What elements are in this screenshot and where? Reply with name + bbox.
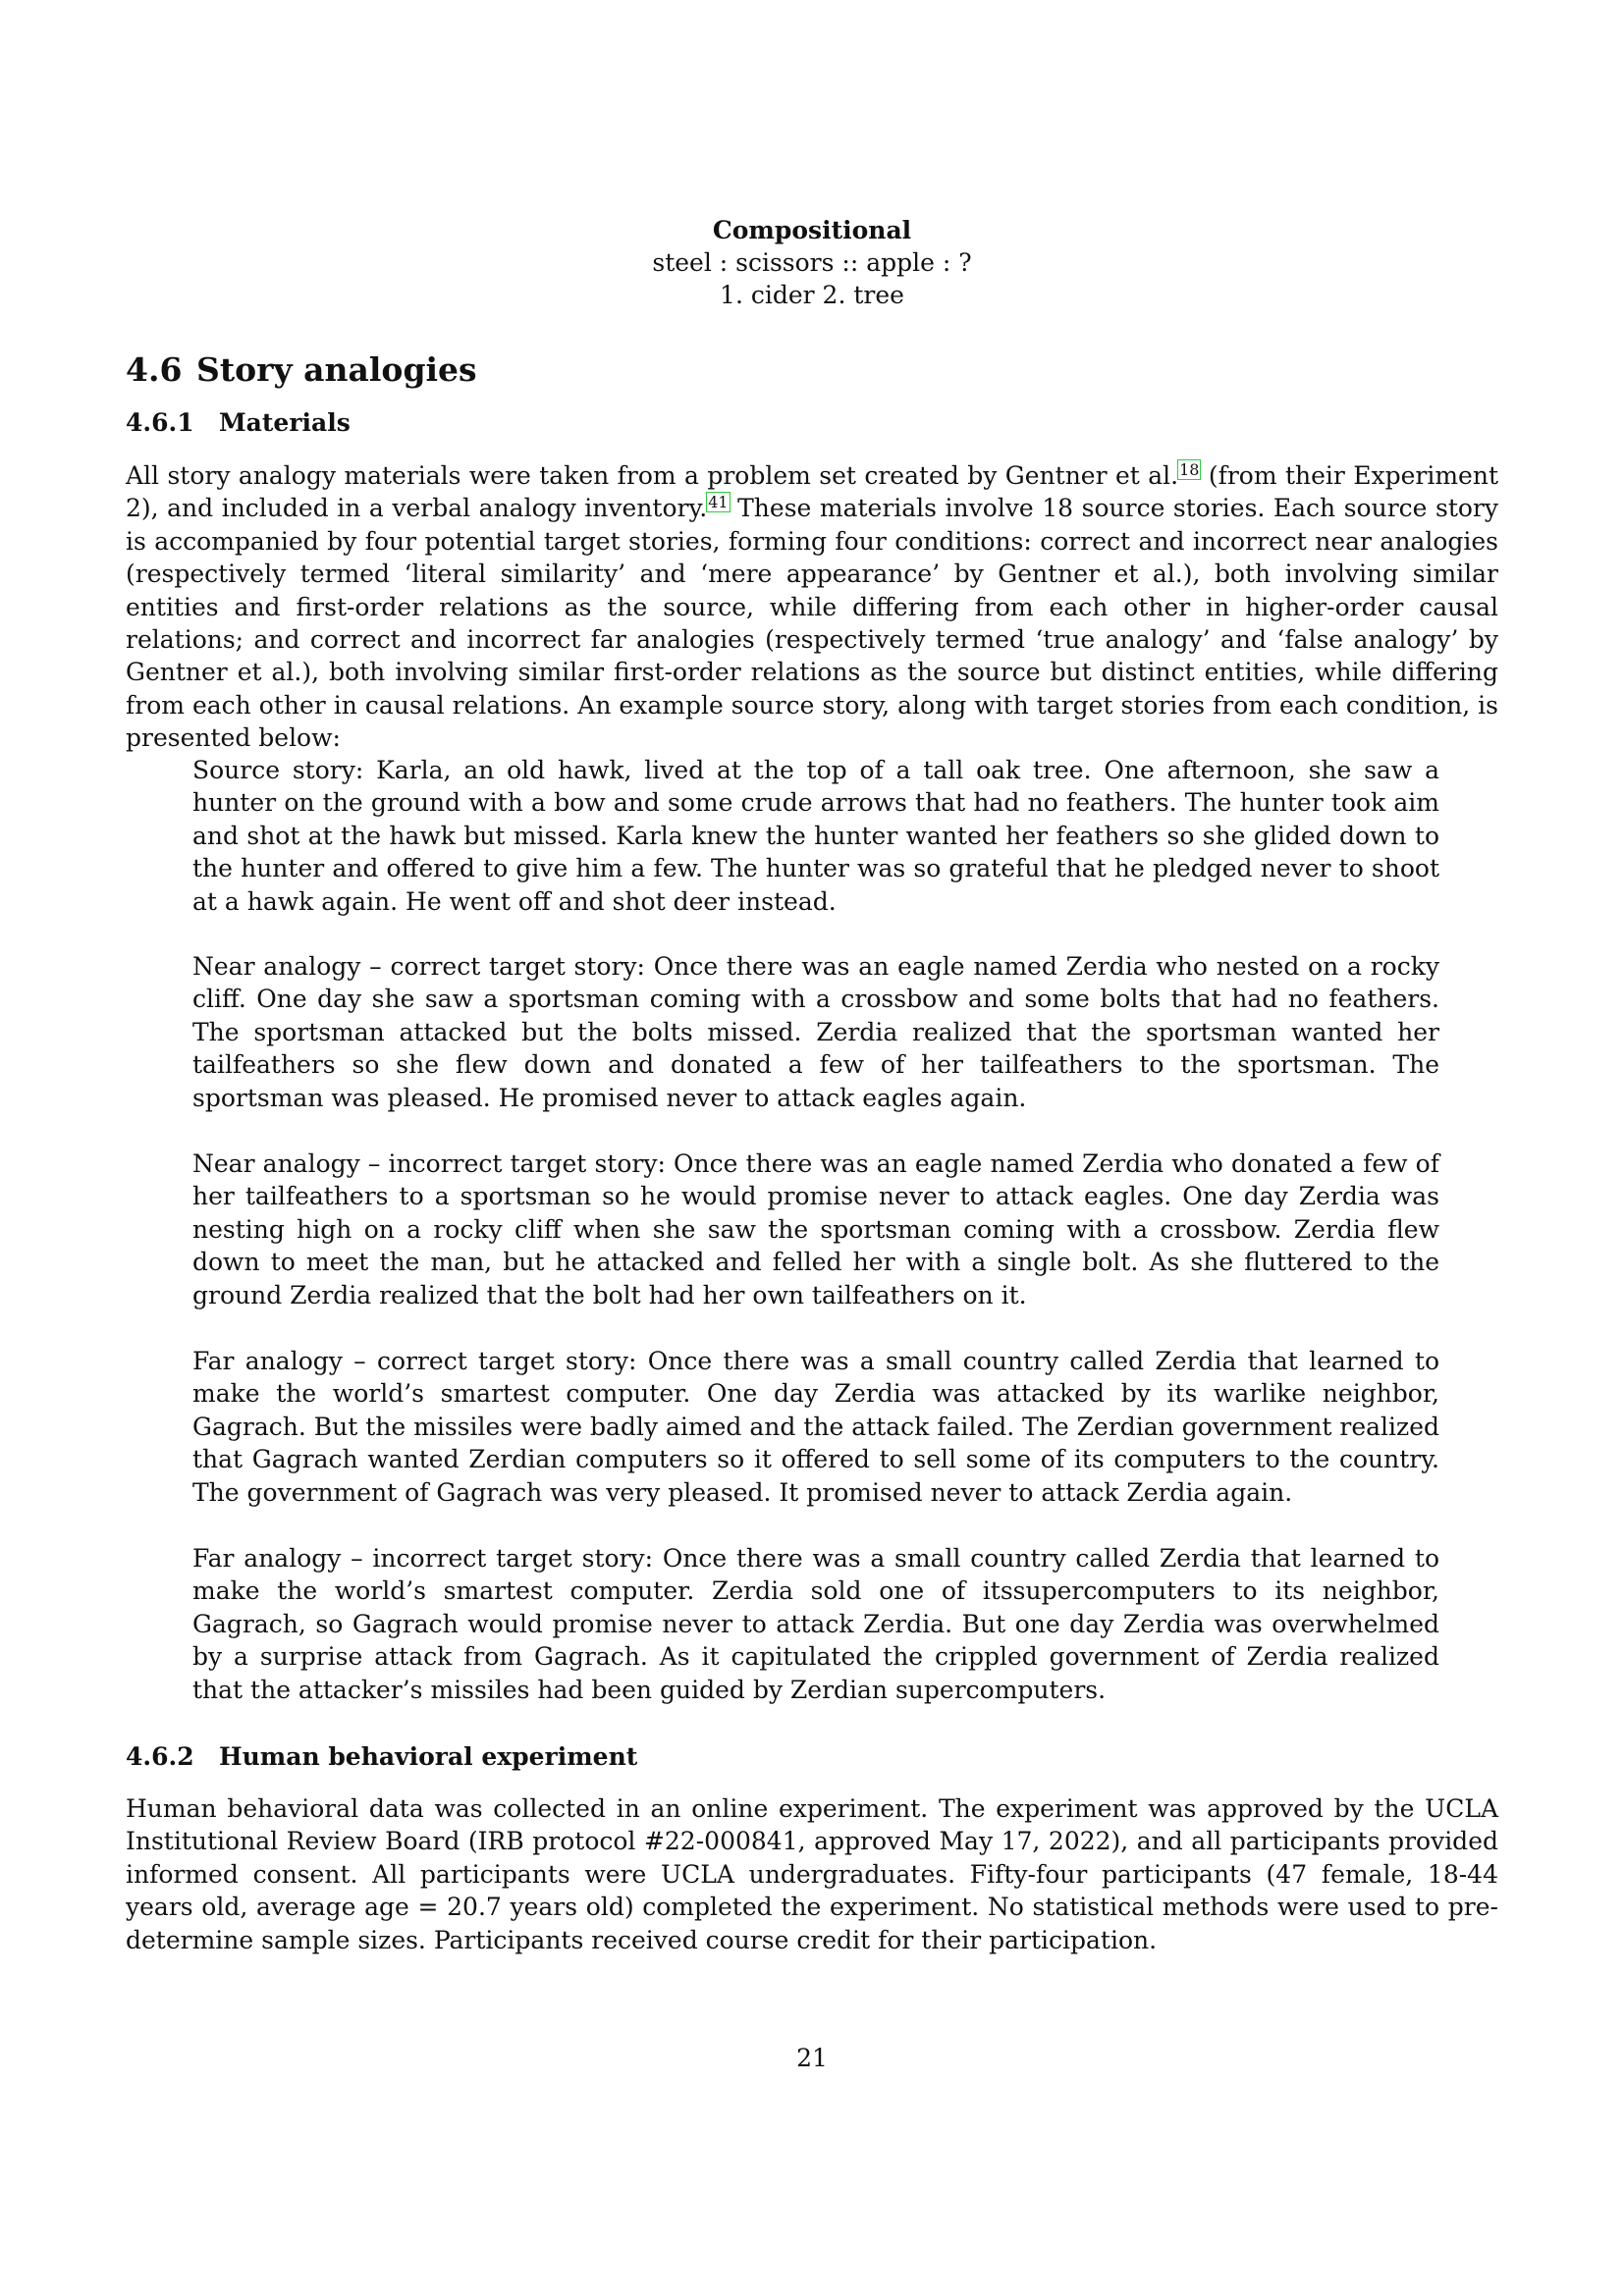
compositional-title: Compositional (712, 216, 912, 244)
experiment-paragraph (126, 1792, 1498, 1956)
subsection-heading-experiment (126, 1741, 637, 1773)
materials-text-part1: All story analogy materials were taken from a problem set created by Gentner et al. (126, 461, 1179, 490)
materials-paragraph (126, 459, 1498, 755)
compositional-analogy: steel : scissors :: apple : ? (652, 248, 972, 277)
subsection-number: 4.6.2 (126, 1742, 194, 1771)
section-number: 4.6 (126, 350, 183, 389)
story-far-incorrect: Far analogy – incorrect target story: Once there was a small country called Zerdia that learned to make the world’s smartest computer. Zerdia sold one of itssupercomputers to its neighbor, Gagrach, so Gagrach would promise never to attack Zerdia. But one day Zerdia was overwhelmed by a surprise attack from Gagrach. As it capitulated the crippled government of Zerdia realized that the attacker’s missiles had been guided by Zerdian supercomputers. (192, 1544, 1439, 1704)
page-number: 21 (796, 2044, 828, 2072)
citation-link[interactable]: 18 (1179, 459, 1200, 479)
compositional-options: 1. cider 2. tree (720, 281, 904, 309)
subsection-title: Human behavioral experiment (219, 1742, 638, 1771)
materials-text (126, 459, 1498, 755)
subsection-heading-materials (126, 407, 351, 439)
materials-text-part2: (from their Experiment 2), and included in a verbal analogy inventory. (126, 461, 1498, 523)
section-title: Story analogies (196, 350, 477, 389)
story-far-correct: Far analogy – correct target story: Once there was a small country called Zerdia that learned to make the world’s smartest computer. One day Zerdia was attacked by its warlike neighbor, Gagrach. But the missiles were badly aimed and the attack failed. The Zerdian government realized that Gagrach wanted Zerdian computers so it offered to sell some of its computers to the country. The government of Gagrach was very pleased. It promised never to attack Zerdia again. (192, 1347, 1439, 1507)
citation-link[interactable]: 41 (708, 493, 729, 512)
story-near-incorrect: Near analogy – incorrect target story: Once there was an eagle named Zerdia who donated a few of her tailfeathers to a sportsman so he would promise never to attack eagles. One day Zerdia was nesting high on a rocky cliff when she saw the sportsman coming with a crossbow. Zerdia flew down to meet the man, but he attacked and felled her with a single bolt. As she fluttered to the ground Zerdia realized that the bolt had her own tailfeathers on it. (192, 1149, 1439, 1309)
experiment-text: Human behavioral data was collected in an online experiment. The experiment was approved by the UCLA Institutional Review Board (IRB protocol #22-000841, approved May 17, 2022), and all participants provided informed consent. All participants were UCLA undergraduates. Fifty-four participants (47 female, 18-44 years old, average age = 20.7 years old) completed the experiment. No statistical methods were used to pre-determine sample sizes. Participants received course credit for their participation. (126, 1794, 1498, 1954)
materials-text-part3: These materials involve 18 source stories. Each source story is accompanied by four potential target stories, forming four conditions: correct and incorrect near analogies (respectively termed ‘literal similarity’ and ‘mere appearance’ by Gentner et al.), both involving similar entities and first-order relations as the source, while differing from each other in higher-order causal relations; and correct and incorrect far analogies (respectively termed ‘true analogy’ and ‘false analogy’ by Gentner et al.), both involving similar first-order relations as the source but distinct entities, while differing from each other in causal relations. An example source story, along with target stories from each condition, is presented below: (126, 494, 1498, 753)
subsection-number: 4.6.1 (126, 408, 194, 437)
subsection-title: Materials (219, 408, 351, 437)
section-heading (126, 350, 477, 390)
story-near-correct: Near analogy – correct target story: Once there was an eagle named Zerdia who nested on a rocky cliff. One day she saw a sportsman coming with a crossbow and some bolts that had no feathers. The sportsman attacked but the bolts missed. Zerdia realized that the sportsman wanted her tailfeathers so she flew down and donated a few of her tailfeathers to the sportsman. The sportsman was pleased. He promised never to attack eagles again. (192, 952, 1439, 1112)
story-source: Source story: Karla, an old hawk, lived at the top of a tall oak tree. One afternoon, she saw a hunter on the ground with a bow and some crude arrows that had no feathers. The hunter took aim and shot at the hawk but missed. Karla knew the hunter wanted her feathers so she glided down to the hunter and offered to give him a few. The hunter was so grateful that he pledged never to shoot at a hawk again. He went off and shot deer instead. (192, 756, 1439, 916)
